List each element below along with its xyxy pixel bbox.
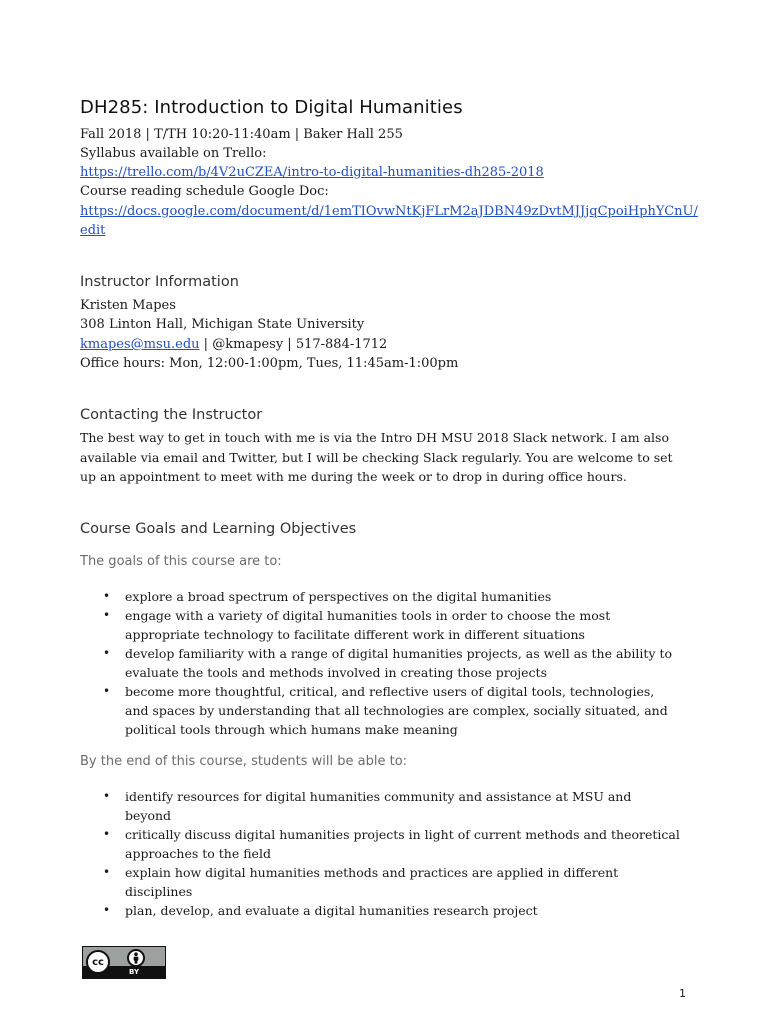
list-item: • plan, develop, and evaluate a digital humanities research project (80, 901, 680, 920)
list-item: • engage with a variety of digital humanities tools in order to choose the most appropriate technology to facilitate different work in different situations (80, 606, 680, 644)
instructor-contact-details: | @kmapesy | 517-884-1712 (199, 337, 388, 352)
goals-heading: Course Goals and Learning Objectives (80, 521, 357, 537)
instructor-office: 308 Linton Hall, Michigan State University (80, 317, 365, 332)
cc-icon: cc (86, 950, 110, 974)
list-item: • explore a broad spectrum of perspectives on the digital humanities (80, 587, 680, 606)
instructor-contact (80, 335, 387, 354)
objectives-intro: By the end of this course, students will be able to: (80, 754, 408, 769)
office-hours: Office hours: Mon, 12:00-1:00pm, Tues, 11:45am-1:00pm (80, 356, 459, 371)
cc-by-icon (82, 946, 166, 979)
instructor-name: Kristen Mapes (80, 298, 176, 313)
reading-schedule-label: Course reading schedule Google Doc: (80, 184, 329, 199)
instructor-email-link[interactable]: kmapes@msu.edu (80, 337, 200, 352)
attribution-icon (127, 949, 145, 967)
objectives-list (80, 787, 680, 920)
page-title: DH285: Introduction to Digital Humanities (80, 97, 463, 118)
course-schedule: Fall 2018 | T/TH 10:20-11:40am | Baker Hall 255 (80, 127, 403, 142)
list-item: • identify resources for digital humanities community and assistance at MSU and beyond (80, 787, 680, 825)
page-number: 1 (679, 987, 686, 1000)
instructor-heading: Instructor Information (80, 274, 239, 290)
contacting-body: The best way to get in touch with me is via the Intro DH MSU 2018 Slack network. I am also available via email and Twitter, but I will be checking Slack regularly. You are welcome to set up an appointment to meet with me during the week or to drop in during office hours. (80, 430, 673, 484)
goals-intro: The goals of this course are to: (80, 554, 282, 569)
gdoc-link[interactable]: https://docs.google.com/document/d/1emTIOvwNtKjFLrM2aJDBN49zDvtMJJjqCpoiHphYCnU/ (80, 204, 698, 219)
contacting-heading: Contacting the Instructor (80, 407, 263, 423)
list-item: • critically discuss digital humanities projects in light of current methods and theoretical approaches to the field (80, 825, 680, 863)
list-item: • become more thoughtful, critical, and reflective users of digital tools, technologies, and spaces by understanding that all technologies are complex, socially situated, and political tools through which humans make meaning (80, 682, 680, 739)
gdoc-link-continued[interactable]: edit (80, 223, 106, 238)
trello-link[interactable]: https://trello.com/b/4V2uCZEA/intro-to-digital-humanities-dh285-2018 (80, 165, 544, 180)
by-label: BY (129, 968, 140, 976)
syllabus-label: Syllabus available on Trello: (80, 146, 267, 161)
person-icon (131, 952, 141, 964)
list-item: • develop familiarity with a range of digital humanities projects, as well as the ability to evaluate the tools and methods involved in creating those projects (80, 644, 680, 682)
list-item: • explain how digital humanities methods and practices are applied in different disciplines (80, 863, 680, 901)
goals-list (80, 587, 680, 739)
